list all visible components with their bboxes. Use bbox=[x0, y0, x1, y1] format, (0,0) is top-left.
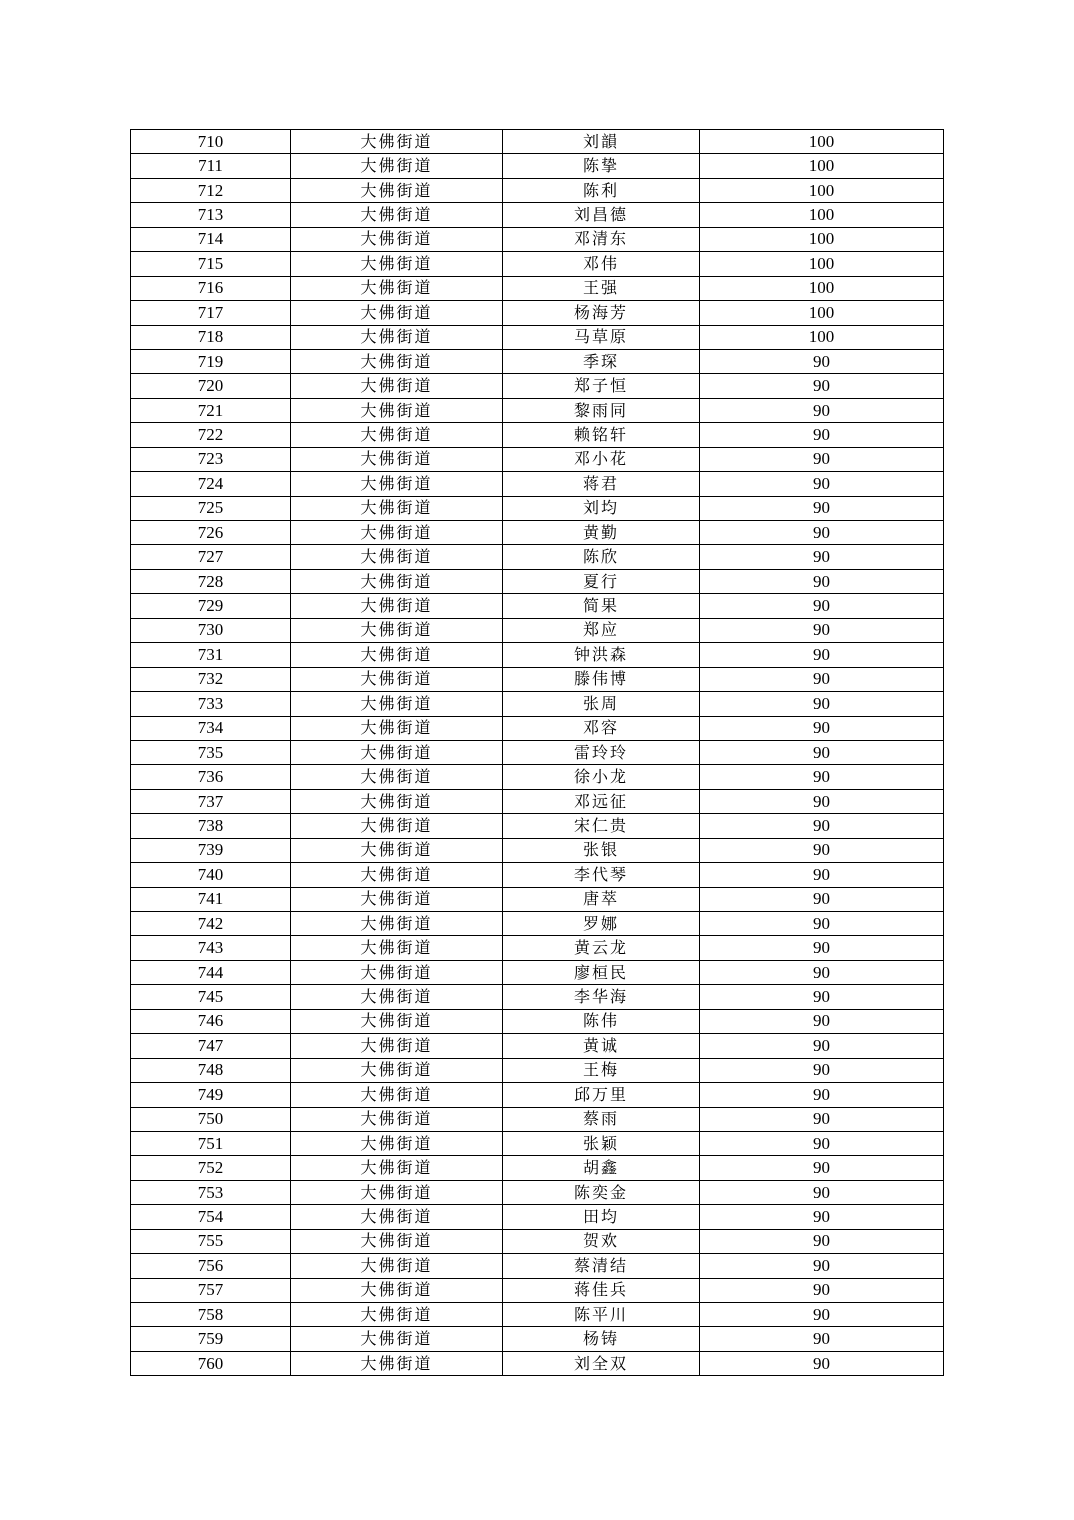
cell-street: 大佛街道 bbox=[291, 154, 503, 178]
table-body bbox=[131, 130, 944, 1376]
cell-number: 741 bbox=[131, 887, 291, 911]
cell-number: 722 bbox=[131, 423, 291, 447]
cell-name: 王强 bbox=[503, 276, 700, 300]
cell-name: 刘均 bbox=[503, 496, 700, 520]
cell-name: 李华海 bbox=[503, 985, 700, 1009]
table-row bbox=[131, 789, 944, 813]
cell-street: 大佛街道 bbox=[291, 447, 503, 471]
cell-score: 90 bbox=[700, 1205, 944, 1229]
cell-street: 大佛街道 bbox=[291, 1107, 503, 1131]
data-table bbox=[130, 129, 944, 1376]
cell-name: 邓小花 bbox=[503, 447, 700, 471]
cell-score: 90 bbox=[700, 789, 944, 813]
cell-score: 90 bbox=[700, 545, 944, 569]
cell-score: 90 bbox=[700, 1254, 944, 1278]
cell-street: 大佛街道 bbox=[291, 1327, 503, 1351]
cell-score: 90 bbox=[700, 398, 944, 422]
cell-number: 728 bbox=[131, 569, 291, 593]
cell-number: 734 bbox=[131, 716, 291, 740]
cell-street: 大佛街道 bbox=[291, 252, 503, 276]
cell-street: 大佛街道 bbox=[291, 765, 503, 789]
cell-name: 刘韻 bbox=[503, 130, 700, 154]
cell-number: 746 bbox=[131, 1009, 291, 1033]
cell-score: 90 bbox=[700, 1351, 944, 1375]
cell-number: 738 bbox=[131, 814, 291, 838]
cell-name: 黄勤 bbox=[503, 521, 700, 545]
cell-street: 大佛街道 bbox=[291, 985, 503, 1009]
cell-street: 大佛街道 bbox=[291, 1254, 503, 1278]
cell-name: 黎雨同 bbox=[503, 398, 700, 422]
cell-name: 滕伟博 bbox=[503, 667, 700, 691]
cell-number: 730 bbox=[131, 618, 291, 642]
cell-score: 90 bbox=[700, 1083, 944, 1107]
cell-name: 杨铸 bbox=[503, 1327, 700, 1351]
cell-number: 750 bbox=[131, 1107, 291, 1131]
cell-score: 90 bbox=[700, 1327, 944, 1351]
cell-name: 陈利 bbox=[503, 178, 700, 202]
cell-number: 743 bbox=[131, 936, 291, 960]
table-row bbox=[131, 1254, 944, 1278]
cell-score: 90 bbox=[700, 618, 944, 642]
cell-number: 724 bbox=[131, 472, 291, 496]
cell-number: 748 bbox=[131, 1058, 291, 1082]
cell-street: 大佛街道 bbox=[291, 667, 503, 691]
cell-number: 737 bbox=[131, 789, 291, 813]
table-row bbox=[131, 325, 944, 349]
cell-name: 蔡雨 bbox=[503, 1107, 700, 1131]
cell-score: 100 bbox=[700, 276, 944, 300]
cell-name: 邓远征 bbox=[503, 789, 700, 813]
cell-score: 90 bbox=[700, 1058, 944, 1082]
table-row bbox=[131, 887, 944, 911]
cell-name: 季琛 bbox=[503, 349, 700, 373]
table-row bbox=[131, 1131, 944, 1155]
cell-street: 大佛街道 bbox=[291, 276, 503, 300]
cell-number: 755 bbox=[131, 1229, 291, 1253]
table-row bbox=[131, 618, 944, 642]
cell-score: 100 bbox=[700, 154, 944, 178]
cell-number: 754 bbox=[131, 1205, 291, 1229]
cell-name: 邱万里 bbox=[503, 1083, 700, 1107]
cell-number: 710 bbox=[131, 130, 291, 154]
cell-name: 贺欢 bbox=[503, 1229, 700, 1253]
cell-number: 760 bbox=[131, 1351, 291, 1375]
cell-name: 陈伟 bbox=[503, 1009, 700, 1033]
cell-number: 756 bbox=[131, 1254, 291, 1278]
table-row bbox=[131, 667, 944, 691]
cell-name: 邓伟 bbox=[503, 252, 700, 276]
cell-name: 陈奕金 bbox=[503, 1180, 700, 1204]
cell-score: 90 bbox=[700, 740, 944, 764]
table-row bbox=[131, 252, 944, 276]
cell-street: 大佛街道 bbox=[291, 1180, 503, 1204]
cell-number: 727 bbox=[131, 545, 291, 569]
cell-street: 大佛街道 bbox=[291, 496, 503, 520]
cell-number: 753 bbox=[131, 1180, 291, 1204]
cell-score: 90 bbox=[700, 1009, 944, 1033]
cell-score: 90 bbox=[700, 814, 944, 838]
cell-name: 陈欣 bbox=[503, 545, 700, 569]
cell-score: 90 bbox=[700, 838, 944, 862]
cell-number: 745 bbox=[131, 985, 291, 1009]
cell-score: 90 bbox=[700, 765, 944, 789]
cell-street: 大佛街道 bbox=[291, 1229, 503, 1253]
table-row bbox=[131, 1009, 944, 1033]
cell-number: 751 bbox=[131, 1131, 291, 1155]
cell-score: 90 bbox=[700, 496, 944, 520]
cell-street: 大佛街道 bbox=[291, 740, 503, 764]
cell-score: 100 bbox=[700, 227, 944, 251]
cell-score: 90 bbox=[700, 423, 944, 447]
cell-street: 大佛街道 bbox=[291, 1351, 503, 1375]
cell-name: 赖铭轩 bbox=[503, 423, 700, 447]
cell-street: 大佛街道 bbox=[291, 521, 503, 545]
table-row bbox=[131, 276, 944, 300]
cell-street: 大佛街道 bbox=[291, 1131, 503, 1155]
table-row bbox=[131, 521, 944, 545]
cell-number: 747 bbox=[131, 1034, 291, 1058]
cell-street: 大佛街道 bbox=[291, 545, 503, 569]
cell-score: 90 bbox=[700, 569, 944, 593]
cell-street: 大佛街道 bbox=[291, 1303, 503, 1327]
cell-number: 757 bbox=[131, 1278, 291, 1302]
cell-street: 大佛街道 bbox=[291, 912, 503, 936]
cell-score: 90 bbox=[700, 716, 944, 740]
cell-name: 徐小龙 bbox=[503, 765, 700, 789]
cell-name: 刘全双 bbox=[503, 1351, 700, 1375]
cell-name: 张银 bbox=[503, 838, 700, 862]
cell-number: 725 bbox=[131, 496, 291, 520]
cell-score: 90 bbox=[700, 887, 944, 911]
cell-number: 733 bbox=[131, 692, 291, 716]
cell-name: 简果 bbox=[503, 594, 700, 618]
cell-name: 黄云龙 bbox=[503, 936, 700, 960]
cell-name: 黄诚 bbox=[503, 1034, 700, 1058]
cell-name: 张颖 bbox=[503, 1131, 700, 1155]
cell-score: 90 bbox=[700, 667, 944, 691]
cell-name: 雷玲玲 bbox=[503, 740, 700, 764]
cell-name: 邓容 bbox=[503, 716, 700, 740]
cell-name: 邓清东 bbox=[503, 227, 700, 251]
cell-street: 大佛街道 bbox=[291, 789, 503, 813]
cell-number: 711 bbox=[131, 154, 291, 178]
table-row bbox=[131, 1229, 944, 1253]
table-row bbox=[131, 545, 944, 569]
table-row bbox=[131, 1180, 944, 1204]
cell-street: 大佛街道 bbox=[291, 1058, 503, 1082]
cell-name: 张周 bbox=[503, 692, 700, 716]
table-row bbox=[131, 716, 944, 740]
cell-score: 90 bbox=[700, 349, 944, 373]
cell-street: 大佛街道 bbox=[291, 569, 503, 593]
table-row bbox=[131, 863, 944, 887]
table-row bbox=[131, 496, 944, 520]
cell-score: 90 bbox=[700, 594, 944, 618]
table-row bbox=[131, 154, 944, 178]
cell-street: 大佛街道 bbox=[291, 1083, 503, 1107]
cell-name: 蒋君 bbox=[503, 472, 700, 496]
table-row bbox=[131, 814, 944, 838]
table-row bbox=[131, 838, 944, 862]
cell-number: 716 bbox=[131, 276, 291, 300]
cell-score: 100 bbox=[700, 130, 944, 154]
table-row bbox=[131, 1083, 944, 1107]
cell-score: 90 bbox=[700, 374, 944, 398]
cell-name: 郑子恒 bbox=[503, 374, 700, 398]
table-row bbox=[131, 740, 944, 764]
cell-score: 90 bbox=[700, 1303, 944, 1327]
cell-street: 大佛街道 bbox=[291, 472, 503, 496]
table-row bbox=[131, 349, 944, 373]
cell-name: 陈平川 bbox=[503, 1303, 700, 1327]
cell-number: 736 bbox=[131, 765, 291, 789]
cell-street: 大佛街道 bbox=[291, 1009, 503, 1033]
table-row bbox=[131, 1205, 944, 1229]
cell-number: 721 bbox=[131, 398, 291, 422]
table-row bbox=[131, 178, 944, 202]
cell-street: 大佛街道 bbox=[291, 960, 503, 984]
cell-number: 758 bbox=[131, 1303, 291, 1327]
table-row bbox=[131, 374, 944, 398]
cell-score: 90 bbox=[700, 1229, 944, 1253]
table-row bbox=[131, 594, 944, 618]
cell-score: 90 bbox=[700, 1180, 944, 1204]
cell-score: 90 bbox=[700, 985, 944, 1009]
cell-name: 胡鑫 bbox=[503, 1156, 700, 1180]
cell-street: 大佛街道 bbox=[291, 643, 503, 667]
table-row bbox=[131, 1156, 944, 1180]
table-row bbox=[131, 227, 944, 251]
cell-score: 90 bbox=[700, 692, 944, 716]
cell-street: 大佛街道 bbox=[291, 618, 503, 642]
cell-number: 719 bbox=[131, 349, 291, 373]
cell-name: 王梅 bbox=[503, 1058, 700, 1082]
cell-score: 90 bbox=[700, 912, 944, 936]
table-row bbox=[131, 960, 944, 984]
table-row bbox=[131, 569, 944, 593]
cell-street: 大佛街道 bbox=[291, 374, 503, 398]
cell-score: 90 bbox=[700, 1156, 944, 1180]
cell-name: 杨海芳 bbox=[503, 301, 700, 325]
cell-score: 100 bbox=[700, 301, 944, 325]
table-row bbox=[131, 472, 944, 496]
cell-street: 大佛街道 bbox=[291, 594, 503, 618]
cell-score: 90 bbox=[700, 1034, 944, 1058]
table-row bbox=[131, 692, 944, 716]
cell-number: 749 bbox=[131, 1083, 291, 1107]
cell-number: 718 bbox=[131, 325, 291, 349]
table-row bbox=[131, 1278, 944, 1302]
cell-score: 90 bbox=[700, 1131, 944, 1155]
cell-number: 714 bbox=[131, 227, 291, 251]
cell-score: 90 bbox=[700, 1107, 944, 1131]
cell-name: 陈挚 bbox=[503, 154, 700, 178]
cell-score: 90 bbox=[700, 863, 944, 887]
cell-street: 大佛街道 bbox=[291, 838, 503, 862]
cell-score: 90 bbox=[700, 472, 944, 496]
table-row bbox=[131, 1034, 944, 1058]
cell-score: 90 bbox=[700, 936, 944, 960]
cell-number: 735 bbox=[131, 740, 291, 764]
cell-street: 大佛街道 bbox=[291, 325, 503, 349]
cell-street: 大佛街道 bbox=[291, 887, 503, 911]
table-row bbox=[131, 1351, 944, 1375]
cell-number: 740 bbox=[131, 863, 291, 887]
table-row bbox=[131, 765, 944, 789]
table-row bbox=[131, 130, 944, 154]
table-row bbox=[131, 447, 944, 471]
cell-street: 大佛街道 bbox=[291, 301, 503, 325]
cell-score: 100 bbox=[700, 178, 944, 202]
table-row bbox=[131, 1327, 944, 1351]
cell-number: 744 bbox=[131, 960, 291, 984]
cell-number: 729 bbox=[131, 594, 291, 618]
cell-number: 715 bbox=[131, 252, 291, 276]
cell-name: 罗娜 bbox=[503, 912, 700, 936]
cell-name: 郑应 bbox=[503, 618, 700, 642]
cell-number: 720 bbox=[131, 374, 291, 398]
cell-street: 大佛街道 bbox=[291, 178, 503, 202]
cell-score: 100 bbox=[700, 325, 944, 349]
cell-number: 752 bbox=[131, 1156, 291, 1180]
cell-street: 大佛街道 bbox=[291, 1034, 503, 1058]
cell-street: 大佛街道 bbox=[291, 130, 503, 154]
table-row bbox=[131, 1303, 944, 1327]
cell-number: 723 bbox=[131, 447, 291, 471]
table-row bbox=[131, 1107, 944, 1131]
table-row bbox=[131, 203, 944, 227]
table-row bbox=[131, 985, 944, 1009]
cell-street: 大佛街道 bbox=[291, 863, 503, 887]
table-row bbox=[131, 423, 944, 447]
cell-number: 717 bbox=[131, 301, 291, 325]
cell-name: 钟洪森 bbox=[503, 643, 700, 667]
cell-name: 廖桓民 bbox=[503, 960, 700, 984]
cell-score: 100 bbox=[700, 203, 944, 227]
cell-score: 90 bbox=[700, 960, 944, 984]
cell-street: 大佛街道 bbox=[291, 1156, 503, 1180]
cell-name: 李代琴 bbox=[503, 863, 700, 887]
cell-number: 712 bbox=[131, 178, 291, 202]
cell-score: 90 bbox=[700, 643, 944, 667]
cell-name: 田均 bbox=[503, 1205, 700, 1229]
cell-street: 大佛街道 bbox=[291, 936, 503, 960]
cell-name: 蒋佳兵 bbox=[503, 1278, 700, 1302]
cell-score: 90 bbox=[700, 521, 944, 545]
cell-street: 大佛街道 bbox=[291, 423, 503, 447]
table-row bbox=[131, 643, 944, 667]
table-row bbox=[131, 912, 944, 936]
cell-name: 夏行 bbox=[503, 569, 700, 593]
cell-score: 90 bbox=[700, 1278, 944, 1302]
cell-name: 蔡清结 bbox=[503, 1254, 700, 1278]
cell-name: 马草原 bbox=[503, 325, 700, 349]
cell-name: 唐萃 bbox=[503, 887, 700, 911]
table-row bbox=[131, 936, 944, 960]
cell-number: 713 bbox=[131, 203, 291, 227]
cell-number: 739 bbox=[131, 838, 291, 862]
cell-score: 90 bbox=[700, 447, 944, 471]
cell-street: 大佛街道 bbox=[291, 1278, 503, 1302]
cell-street: 大佛街道 bbox=[291, 227, 503, 251]
cell-number: 731 bbox=[131, 643, 291, 667]
cell-street: 大佛街道 bbox=[291, 1205, 503, 1229]
cell-street: 大佛街道 bbox=[291, 398, 503, 422]
table-row bbox=[131, 1058, 944, 1082]
cell-street: 大佛街道 bbox=[291, 349, 503, 373]
cell-number: 732 bbox=[131, 667, 291, 691]
cell-street: 大佛街道 bbox=[291, 203, 503, 227]
cell-score: 100 bbox=[700, 252, 944, 276]
table-row bbox=[131, 398, 944, 422]
cell-street: 大佛街道 bbox=[291, 716, 503, 740]
cell-number: 742 bbox=[131, 912, 291, 936]
cell-street: 大佛街道 bbox=[291, 814, 503, 838]
cell-street: 大佛街道 bbox=[291, 692, 503, 716]
table-row bbox=[131, 301, 944, 325]
cell-name: 刘昌德 bbox=[503, 203, 700, 227]
cell-number: 726 bbox=[131, 521, 291, 545]
cell-number: 759 bbox=[131, 1327, 291, 1351]
cell-name: 宋仁贵 bbox=[503, 814, 700, 838]
